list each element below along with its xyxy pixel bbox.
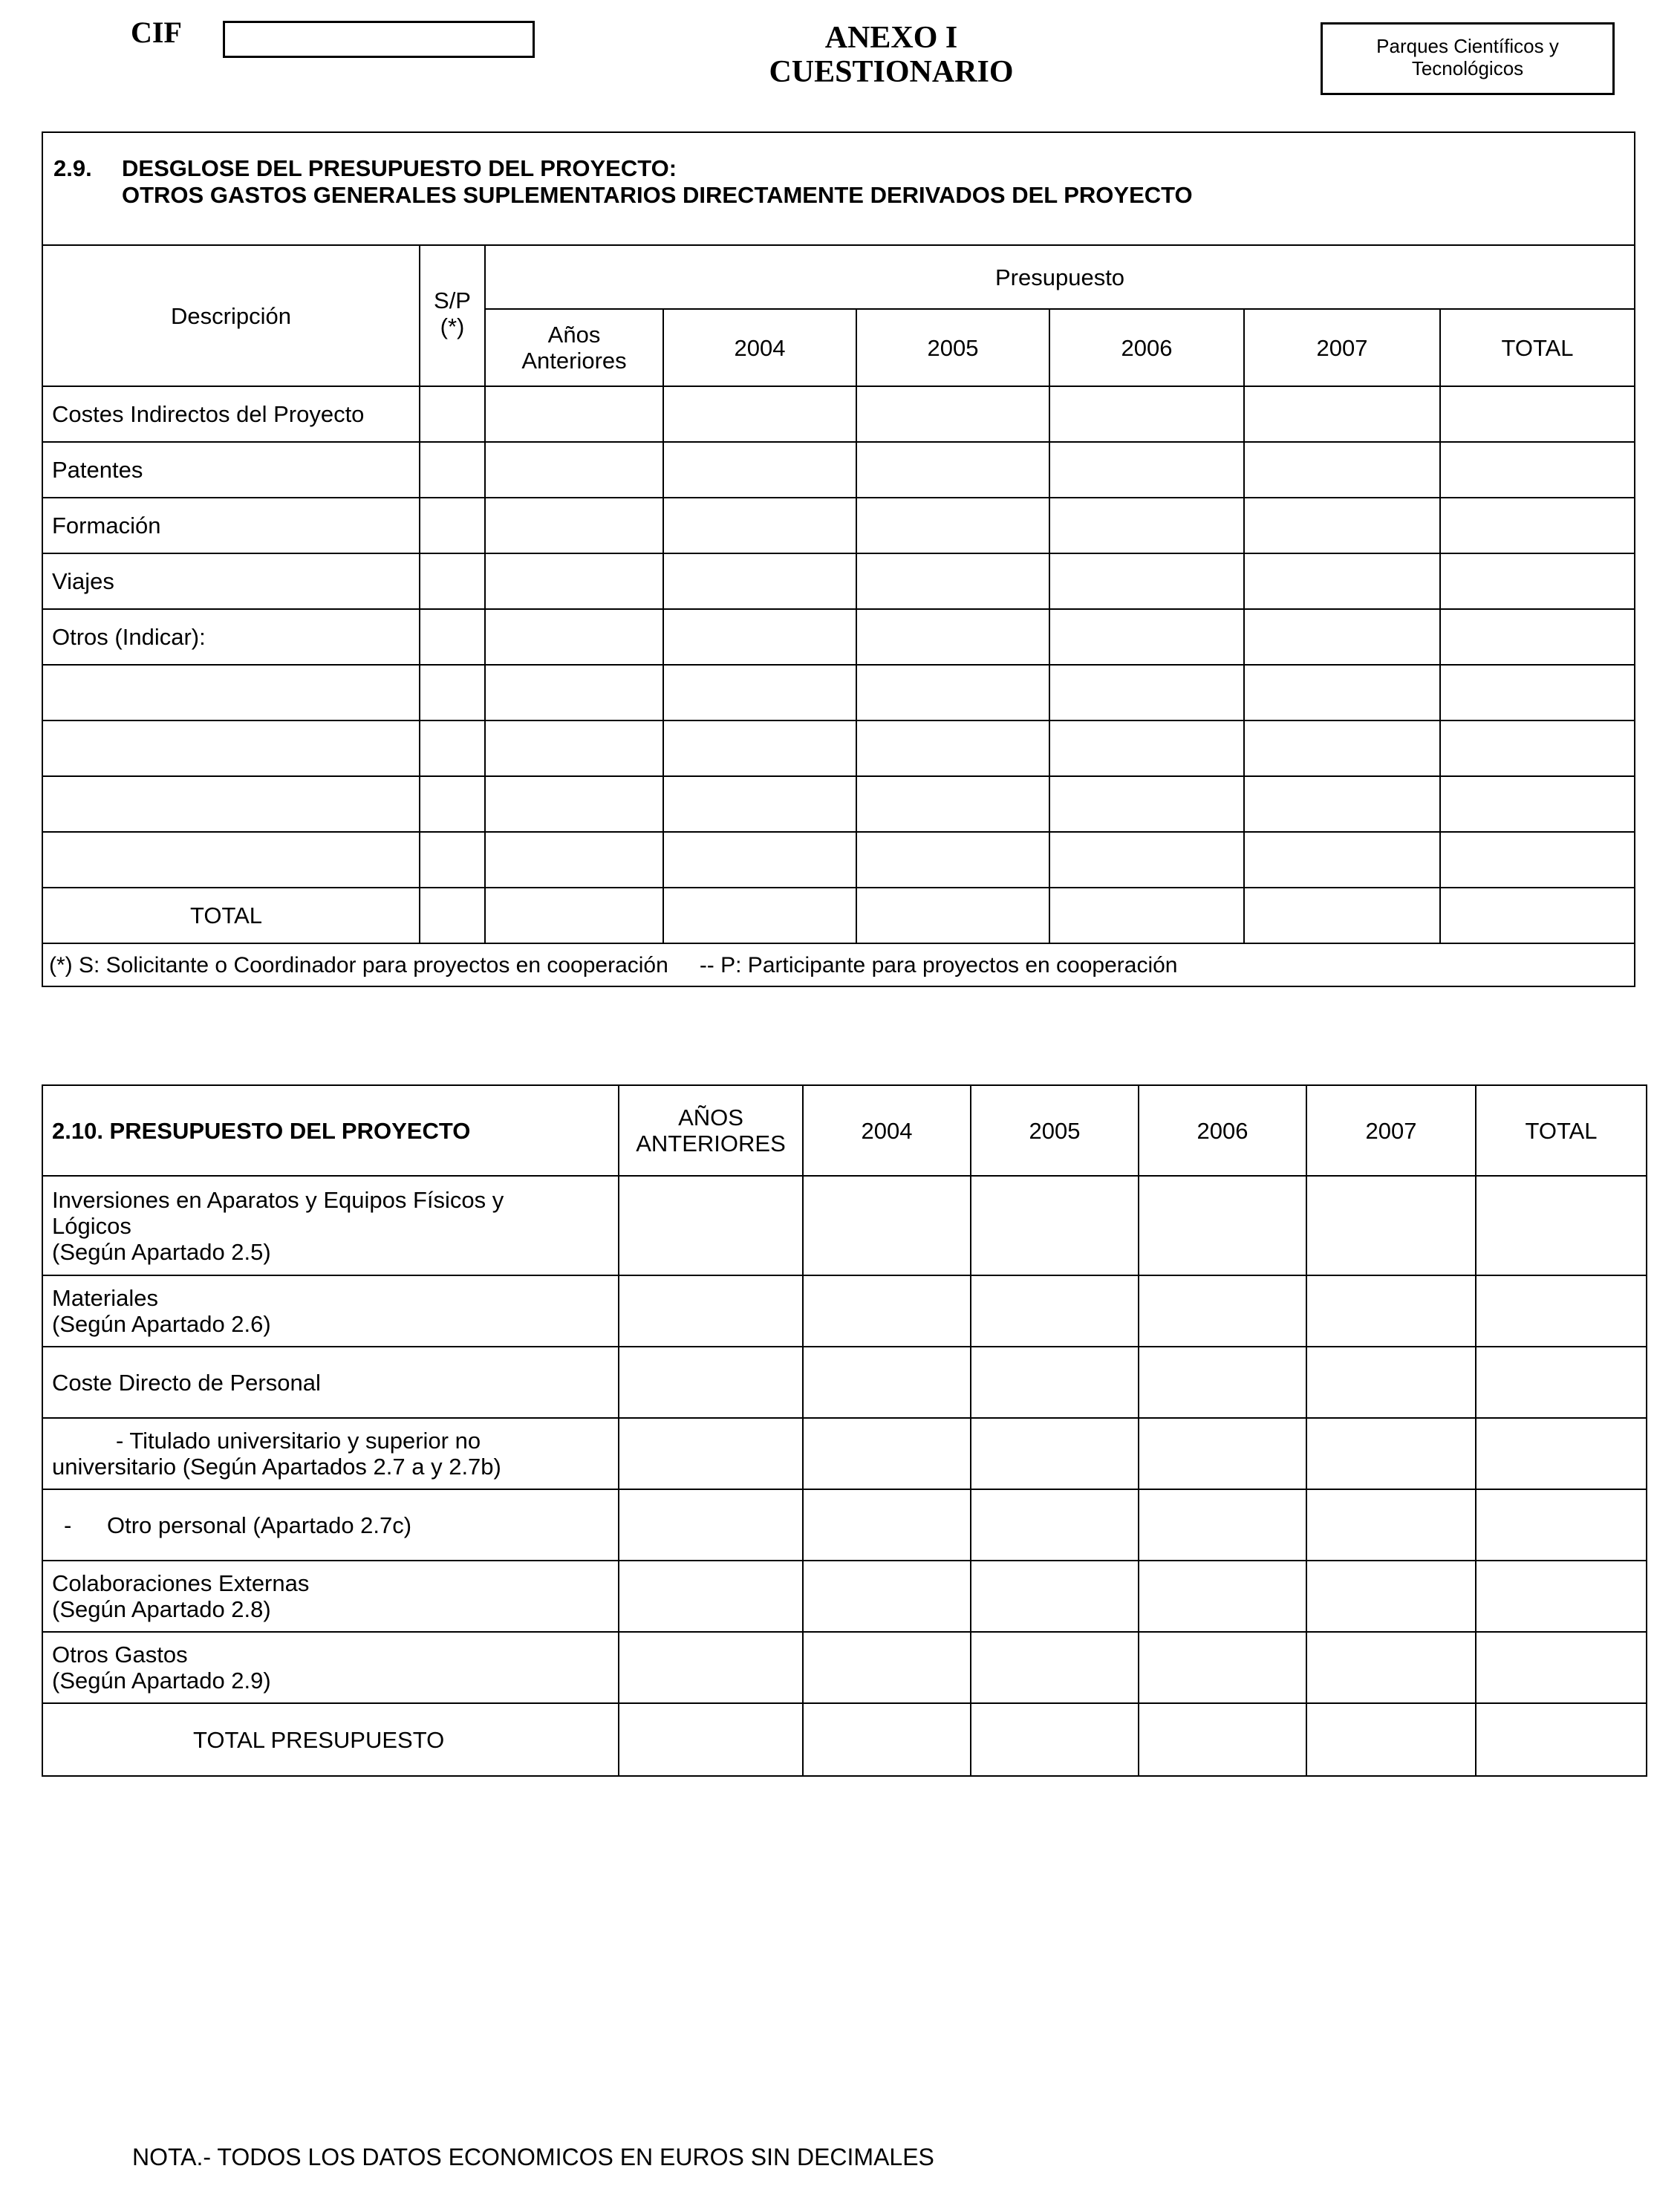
input-cell[interactable] bbox=[1139, 1176, 1306, 1275]
table-row bbox=[42, 1176, 1647, 1275]
input-cell[interactable] bbox=[485, 386, 663, 442]
input-cell[interactable] bbox=[1139, 1489, 1306, 1561]
input-cell[interactable] bbox=[485, 832, 663, 888]
row-label-line: (Según Apartado 2.5) bbox=[52, 1238, 271, 1265]
table-row bbox=[42, 832, 1635, 888]
input-cell[interactable] bbox=[1306, 1275, 1476, 1347]
row-label: Viajes bbox=[42, 553, 420, 609]
col-2006-header: 2006 bbox=[1139, 1085, 1306, 1176]
row-label-line: (Según Apartado 2.6) bbox=[52, 1311, 271, 1337]
input-cell[interactable] bbox=[663, 832, 856, 888]
input-cell[interactable] bbox=[619, 1703, 803, 1776]
row-label-line: Otro personal (Apartado 2.7c) bbox=[107, 1512, 412, 1538]
input-cell[interactable] bbox=[420, 832, 485, 888]
table-row bbox=[42, 386, 1635, 442]
input-cell[interactable] bbox=[1306, 1347, 1476, 1418]
input-cell[interactable] bbox=[1139, 1561, 1306, 1632]
col-sp-header bbox=[420, 245, 485, 386]
input-cell[interactable] bbox=[619, 1418, 803, 1489]
input-cell[interactable] bbox=[1244, 776, 1440, 832]
input-cell[interactable] bbox=[1440, 609, 1635, 665]
row-label-line: Otros Gastos bbox=[52, 1642, 188, 1668]
input-cell[interactable] bbox=[485, 888, 663, 943]
row-label-line: universitario (Según Apartados 2.7 a y 2.7b) bbox=[52, 1454, 501, 1480]
input-cell[interactable] bbox=[856, 609, 1049, 665]
input-cell[interactable] bbox=[1440, 720, 1635, 776]
input-cell[interactable] bbox=[1244, 720, 1440, 776]
table-row bbox=[42, 1275, 1647, 1347]
row-label-line: - Titulado universitario y superior no bbox=[116, 1428, 481, 1454]
input-cell[interactable] bbox=[856, 442, 1049, 498]
input-cell[interactable] bbox=[1440, 498, 1635, 553]
col-anos-line1: AÑOS bbox=[678, 1105, 743, 1131]
row-label[interactable] bbox=[42, 832, 420, 888]
input-cell[interactable] bbox=[856, 386, 1049, 442]
input-cell[interactable] bbox=[485, 776, 663, 832]
input-cell[interactable] bbox=[803, 1418, 971, 1489]
total-row bbox=[42, 888, 1635, 943]
input-cell[interactable] bbox=[420, 776, 485, 832]
input-cell[interactable] bbox=[1139, 1347, 1306, 1418]
input-cell[interactable] bbox=[619, 1489, 803, 1561]
section-2-9-number: 2.9. bbox=[53, 155, 92, 181]
input-cell[interactable] bbox=[485, 609, 663, 665]
section-2-9-title-line2: OTROS GASTOS GENERALES SUPLEMENTARIOS DIRECTAMENTE DERIVADOS DEL PROYECTO bbox=[122, 182, 1193, 208]
col-anos-line1: Años bbox=[547, 322, 601, 348]
input-cell[interactable] bbox=[663, 553, 856, 609]
input-cell[interactable] bbox=[619, 1275, 803, 1347]
input-cell[interactable] bbox=[1049, 609, 1244, 665]
row-label[interactable] bbox=[42, 776, 420, 832]
table-row bbox=[42, 1561, 1647, 1632]
input-cell[interactable] bbox=[803, 1275, 971, 1347]
input-cell[interactable] bbox=[420, 386, 485, 442]
input-cell[interactable] bbox=[1476, 1632, 1647, 1703]
col-anos-anteriores-header bbox=[619, 1085, 803, 1176]
input-cell[interactable] bbox=[856, 888, 1049, 943]
input-cell[interactable] bbox=[663, 665, 856, 720]
input-cell[interactable] bbox=[1440, 832, 1635, 888]
input-cell[interactable] bbox=[663, 498, 856, 553]
table-row bbox=[42, 665, 1635, 720]
table-row bbox=[42, 442, 1635, 498]
input-cell[interactable] bbox=[1244, 609, 1440, 665]
section-2-9-title-line1: DESGLOSE DEL PRESUPUESTO DEL PROYECTO: bbox=[122, 155, 677, 181]
input-cell[interactable] bbox=[856, 832, 1049, 888]
input-cell[interactable] bbox=[1440, 553, 1635, 609]
input-cell[interactable] bbox=[1244, 665, 1440, 720]
input-cell[interactable] bbox=[971, 1347, 1139, 1418]
col-2004-header: 2004 bbox=[803, 1085, 971, 1176]
input-cell[interactable] bbox=[1049, 386, 1244, 442]
row-label: Otros (Indicar): bbox=[42, 609, 420, 665]
cif-label: CIF bbox=[131, 16, 182, 49]
row-label[interactable] bbox=[42, 665, 420, 720]
input-cell[interactable] bbox=[1476, 1489, 1647, 1561]
col-descripcion-header: Descripción bbox=[42, 245, 420, 386]
input-cell[interactable] bbox=[1049, 888, 1244, 943]
input-cell[interactable] bbox=[856, 720, 1049, 776]
table-row bbox=[42, 553, 1635, 609]
input-cell[interactable] bbox=[485, 720, 663, 776]
input-cell[interactable] bbox=[1139, 1275, 1306, 1347]
input-cell[interactable] bbox=[619, 1632, 803, 1703]
table-row bbox=[42, 1632, 1647, 1703]
total-row bbox=[42, 1703, 1647, 1776]
input-cell[interactable] bbox=[485, 442, 663, 498]
input-cell[interactable] bbox=[803, 1703, 971, 1776]
input-cell[interactable] bbox=[1306, 1418, 1476, 1489]
table-row bbox=[42, 720, 1635, 776]
input-cell[interactable] bbox=[1049, 442, 1244, 498]
row-label[interactable] bbox=[42, 720, 420, 776]
col-presupuesto-header: Presupuesto bbox=[485, 245, 1635, 309]
input-cell[interactable] bbox=[1440, 776, 1635, 832]
input-cell[interactable] bbox=[420, 609, 485, 665]
input-cell[interactable] bbox=[663, 720, 856, 776]
col-anos-line2: Anteriores bbox=[521, 348, 627, 374]
input-cell[interactable] bbox=[803, 1632, 971, 1703]
input-cell[interactable] bbox=[1244, 386, 1440, 442]
input-cell[interactable] bbox=[1476, 1703, 1647, 1776]
input-cell[interactable] bbox=[1049, 776, 1244, 832]
input-cell[interactable] bbox=[663, 888, 856, 943]
input-cell[interactable] bbox=[420, 888, 485, 943]
input-cell[interactable] bbox=[803, 1176, 971, 1275]
row-label-line: Materiales bbox=[52, 1285, 158, 1311]
sp-footnote bbox=[42, 943, 1635, 986]
annex-title: ANEXO I bbox=[824, 21, 958, 55]
input-cell[interactable] bbox=[971, 1561, 1139, 1632]
col-anos-line2: ANTERIORES bbox=[636, 1131, 786, 1157]
input-cell[interactable] bbox=[1306, 1176, 1476, 1275]
input-cell[interactable] bbox=[1306, 1703, 1476, 1776]
row-label-line: (Según Apartado 2.9) bbox=[52, 1668, 271, 1694]
row-coste-personal-label: Coste Directo de Personal bbox=[42, 1347, 619, 1418]
col-2007-header: 2007 bbox=[1244, 309, 1440, 386]
col-2007-header: 2007 bbox=[1306, 1085, 1476, 1176]
input-cell[interactable] bbox=[856, 776, 1049, 832]
input-cell[interactable] bbox=[619, 1347, 803, 1418]
input-cell[interactable] bbox=[1244, 888, 1440, 943]
row-label: Patentes bbox=[42, 442, 420, 498]
input-cell[interactable] bbox=[971, 1275, 1139, 1347]
row-label: Formación bbox=[42, 498, 420, 553]
input-cell[interactable] bbox=[420, 442, 485, 498]
program-stamp bbox=[1321, 22, 1615, 95]
input-cell[interactable] bbox=[485, 553, 663, 609]
input-cell[interactable] bbox=[663, 442, 856, 498]
table-row bbox=[42, 609, 1635, 665]
annex-heading bbox=[728, 21, 1055, 89]
row-label-line: Lógicos bbox=[52, 1212, 131, 1239]
input-cell[interactable] bbox=[1049, 665, 1244, 720]
input-cell[interactable] bbox=[420, 665, 485, 720]
section-2-10-title: 2.10. PRESUPUESTO DEL PROYECTO bbox=[42, 1085, 619, 1176]
input-cell[interactable] bbox=[856, 553, 1049, 609]
input-cell[interactable] bbox=[1244, 553, 1440, 609]
input-cell[interactable] bbox=[1476, 1561, 1647, 1632]
input-cell[interactable] bbox=[1306, 1632, 1476, 1703]
input-cell[interactable] bbox=[1244, 442, 1440, 498]
input-cell[interactable] bbox=[663, 386, 856, 442]
input-cell[interactable] bbox=[803, 1561, 971, 1632]
input-cell[interactable] bbox=[1440, 665, 1635, 720]
input-cell[interactable] bbox=[971, 1632, 1139, 1703]
row-label-line: Colaboraciones Externas bbox=[52, 1570, 310, 1596]
input-cell[interactable] bbox=[1440, 442, 1635, 498]
input-cell[interactable] bbox=[803, 1489, 971, 1561]
cif-field[interactable] bbox=[223, 21, 535, 58]
col-sp-note: (*) bbox=[440, 313, 465, 339]
row-colaboraciones-label bbox=[42, 1561, 619, 1632]
total-presupuesto-label: TOTAL PRESUPUESTO bbox=[42, 1703, 619, 1776]
annex-subtitle: CUESTIONARIO bbox=[769, 55, 1014, 89]
table-row bbox=[42, 1489, 1647, 1561]
table-row bbox=[42, 1418, 1647, 1489]
input-cell[interactable] bbox=[1306, 1489, 1476, 1561]
input-cell[interactable] bbox=[1306, 1561, 1476, 1632]
input-cell[interactable] bbox=[803, 1347, 971, 1418]
input-cell[interactable] bbox=[1049, 720, 1244, 776]
col-2005-header: 2005 bbox=[856, 309, 1049, 386]
input-cell[interactable] bbox=[420, 498, 485, 553]
row-titulado-label bbox=[42, 1418, 619, 1489]
input-cell[interactable] bbox=[663, 776, 856, 832]
section-2-9-table bbox=[42, 131, 1635, 987]
input-cell[interactable] bbox=[971, 1418, 1139, 1489]
row-materiales-label bbox=[42, 1275, 619, 1347]
program-stamp-line1: Parques Científicos y bbox=[1376, 35, 1559, 57]
input-cell[interactable] bbox=[420, 720, 485, 776]
input-cell[interactable] bbox=[1049, 553, 1244, 609]
input-cell[interactable] bbox=[856, 665, 1049, 720]
input-cell[interactable] bbox=[1476, 1176, 1647, 1275]
footnote-solicitante: (*) S: Solicitante o Coordinador para proyectos en cooperación bbox=[49, 952, 668, 977]
input-cell[interactable] bbox=[619, 1176, 803, 1275]
row-inversiones-label bbox=[42, 1176, 619, 1275]
total-label: TOTAL bbox=[42, 888, 420, 943]
col-anos-anteriores-header bbox=[485, 309, 663, 386]
table-row bbox=[42, 776, 1635, 832]
input-cell[interactable] bbox=[971, 1703, 1139, 1776]
input-cell[interactable] bbox=[971, 1176, 1139, 1275]
row-label-line: (Según Apartado 2.8) bbox=[52, 1596, 271, 1622]
bullet-dash: - bbox=[64, 1512, 72, 1538]
row-otros-gastos-label bbox=[42, 1632, 619, 1703]
footer-note: NOTA.- TODOS LOS DATOS ECONOMICOS EN EUROS SIN DECIMALES bbox=[132, 2144, 934, 2170]
input-cell[interactable] bbox=[1049, 832, 1244, 888]
col-2006-header: 2006 bbox=[1049, 309, 1244, 386]
input-cell[interactable] bbox=[1049, 498, 1244, 553]
input-cell[interactable] bbox=[1476, 1275, 1647, 1347]
section-2-9-title bbox=[42, 132, 1635, 245]
input-cell[interactable] bbox=[485, 665, 663, 720]
table-row bbox=[42, 1347, 1647, 1418]
footnote-participante: -- P: Participante para proyectos en cooperación bbox=[699, 952, 1178, 977]
input-cell[interactable] bbox=[1476, 1347, 1647, 1418]
input-cell[interactable] bbox=[1139, 1418, 1306, 1489]
col-2005-header: 2005 bbox=[971, 1085, 1139, 1176]
input-cell[interactable] bbox=[856, 498, 1049, 553]
input-cell[interactable] bbox=[1244, 498, 1440, 553]
input-cell[interactable] bbox=[1440, 888, 1635, 943]
section-2-10-table bbox=[42, 1084, 1647, 1777]
input-cell[interactable] bbox=[619, 1561, 803, 1632]
program-stamp-line2: Tecnológicos bbox=[1411, 57, 1524, 79]
input-cell[interactable] bbox=[1139, 1632, 1306, 1703]
input-cell[interactable] bbox=[485, 498, 663, 553]
input-cell[interactable] bbox=[1440, 386, 1635, 442]
input-cell[interactable] bbox=[420, 553, 485, 609]
row-otro-personal-label bbox=[42, 1489, 619, 1561]
row-label-line: Inversiones en Aparatos y Equipos Físicos y bbox=[52, 1186, 504, 1213]
input-cell[interactable] bbox=[1476, 1418, 1647, 1489]
input-cell[interactable] bbox=[663, 609, 856, 665]
table-row bbox=[42, 498, 1635, 553]
col-sp-label: S/P bbox=[434, 287, 471, 313]
col-total-header: TOTAL bbox=[1476, 1085, 1647, 1176]
input-cell[interactable] bbox=[971, 1489, 1139, 1561]
col-2004-header: 2004 bbox=[663, 309, 856, 386]
input-cell[interactable] bbox=[1139, 1703, 1306, 1776]
input-cell[interactable] bbox=[1244, 832, 1440, 888]
col-total-header: TOTAL bbox=[1440, 309, 1635, 386]
row-label: Costes Indirectos del Proyecto bbox=[42, 386, 420, 442]
